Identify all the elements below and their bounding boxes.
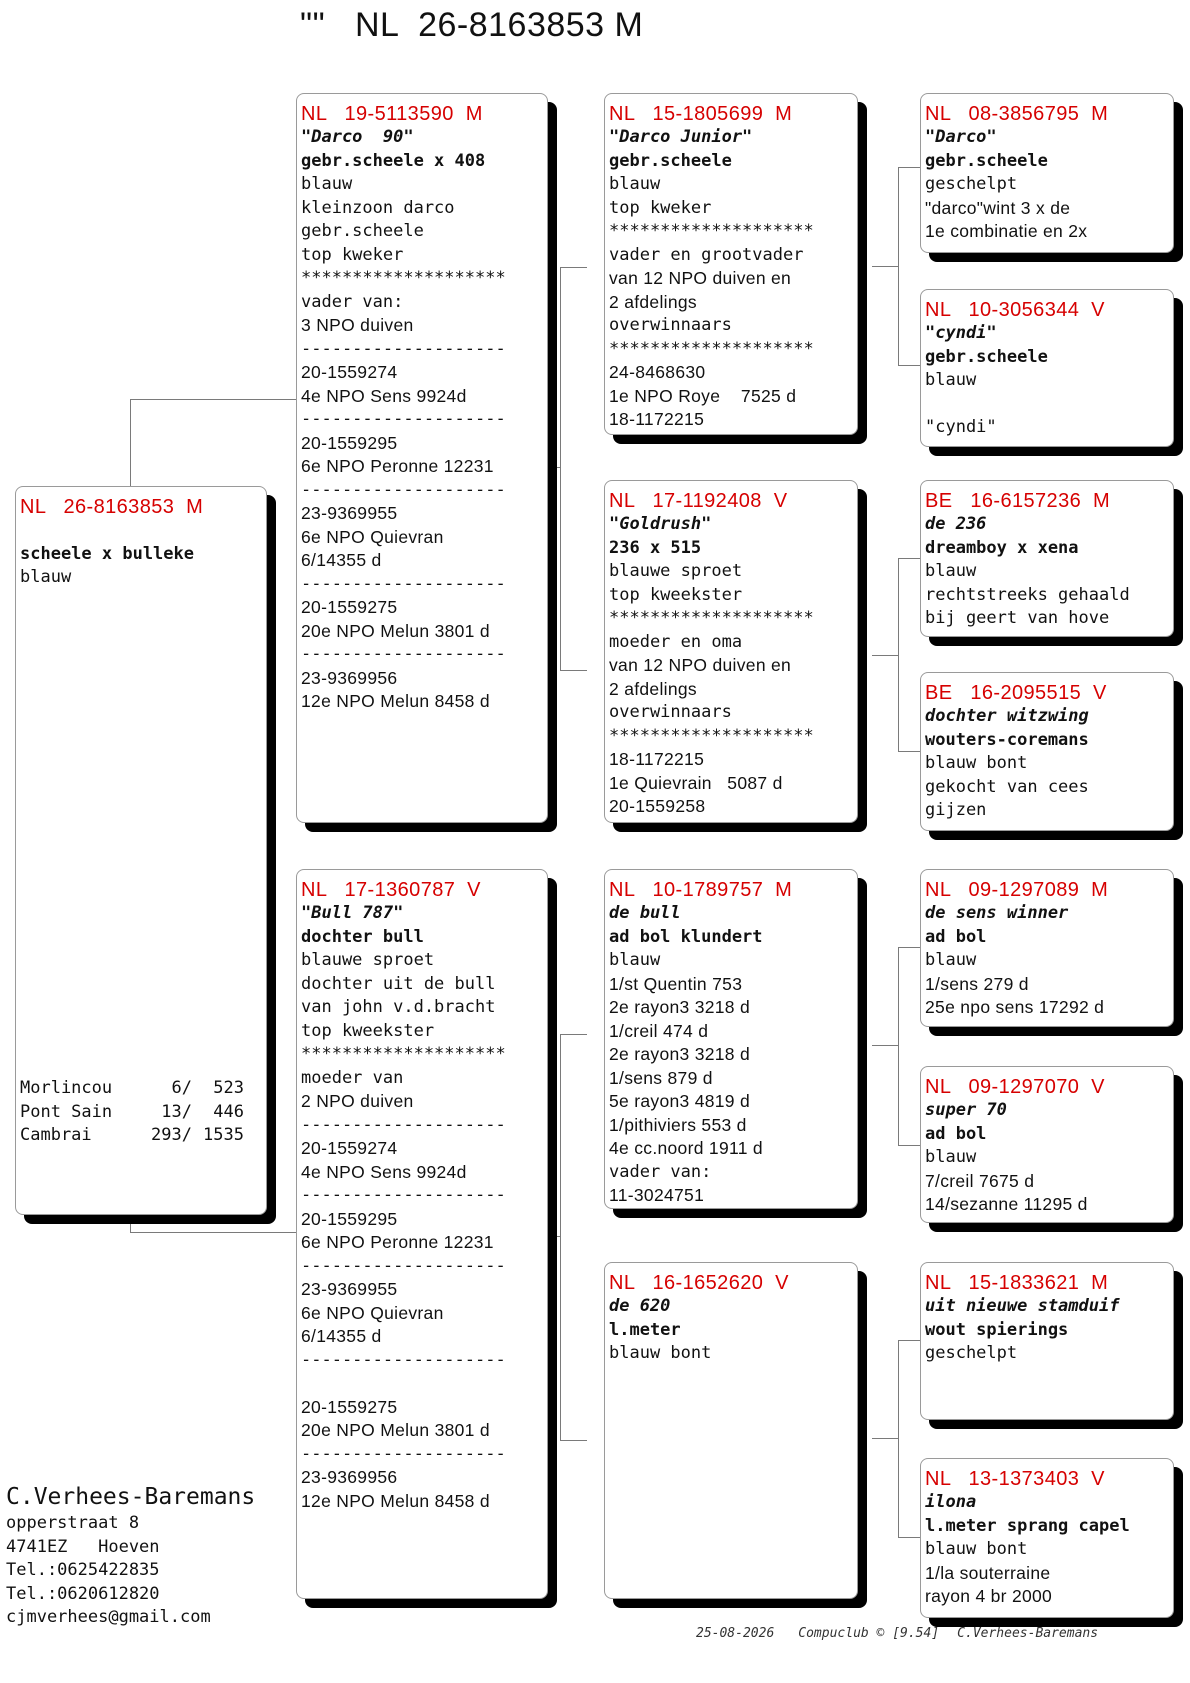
strain: dochter bull bbox=[301, 926, 424, 947]
spacer bbox=[20, 519, 262, 543]
ring-number: NL 10-3056344 V bbox=[925, 299, 1105, 321]
detail-line: 20-1559258 bbox=[609, 796, 706, 816]
detail-line: van john v.d.bracht bbox=[301, 997, 496, 1017]
detail-line: 6e NPO Quievran bbox=[301, 1302, 444, 1323]
details bbox=[609, 560, 853, 819]
ring-number: NL 17-1360787 V bbox=[301, 879, 481, 901]
detail-line: top kweekster bbox=[609, 584, 743, 605]
pigeon-card-mother[interactable] bbox=[296, 869, 548, 1599]
pigeon-name: ilona bbox=[925, 1492, 977, 1512]
details bbox=[609, 949, 853, 1208]
detail-line: 1e Quievrain 5087 d bbox=[609, 772, 783, 793]
detail-line: ******************** bbox=[301, 268, 506, 288]
detail-line: 23-9369955 bbox=[301, 503, 398, 523]
detail-line: 5e rayon3 4819 d bbox=[609, 1091, 751, 1111]
detail-line: van 12 NPO duiven en bbox=[609, 655, 792, 675]
strain: l.meter bbox=[609, 1319, 681, 1340]
ring-number: NL 13-1373403 V bbox=[925, 1468, 1105, 1490]
detail-line: -------------------- bbox=[301, 479, 506, 500]
detail-line: ******************** bbox=[301, 1044, 506, 1064]
details bbox=[301, 173, 543, 714]
detail-line: top kweekster bbox=[301, 1020, 435, 1041]
pigeon-name: "cyndi" bbox=[925, 323, 997, 343]
detail-line: 18-1172215 bbox=[609, 749, 705, 769]
detail-line: top kweker bbox=[301, 244, 404, 265]
ring-number: NL 16-1652620 V bbox=[609, 1272, 789, 1294]
detail-line: -------------------- bbox=[301, 1114, 506, 1135]
detail-line: 20-1559274 bbox=[301, 362, 398, 382]
pigeon-name: "Darco 90" bbox=[301, 127, 414, 147]
details bbox=[609, 1342, 853, 1366]
connector bbox=[560, 1034, 587, 1441]
ring-number: NL 10-1789757 M bbox=[609, 879, 793, 901]
ring-number: NL 17-1192408 V bbox=[609, 490, 788, 512]
detail-line: bij geert van hove bbox=[925, 608, 1110, 628]
detail-line: 18-1172215 bbox=[609, 409, 705, 429]
pigeon-card-mm[interactable] bbox=[604, 1262, 858, 1599]
detail-line: ******************** bbox=[609, 608, 814, 628]
detail-line: 1/st Quentin 753 bbox=[609, 973, 743, 994]
detail-line: -------------------- bbox=[301, 1443, 506, 1464]
detail-line: 23-9369956 bbox=[301, 667, 398, 688]
detail-line: 6e NPO Quievran bbox=[301, 526, 444, 547]
details bbox=[925, 560, 1169, 631]
footer-owner: C.Verhees-Baremans bbox=[957, 1626, 1099, 1641]
pigeon-card-fm[interactable] bbox=[604, 480, 858, 823]
pigeon-card-mfm[interactable] bbox=[920, 1066, 1174, 1223]
detail-line: blauw bbox=[20, 567, 72, 587]
owner-info bbox=[6, 1482, 255, 1630]
detail-line: rechtstreeks gehaald bbox=[925, 584, 1130, 605]
strain: wout spierings bbox=[925, 1319, 1069, 1340]
detail-line: moeder van bbox=[301, 1067, 404, 1088]
ring-number: NL 09-1297070 V bbox=[925, 1076, 1105, 1098]
detail-line: blauw bont bbox=[925, 1539, 1028, 1559]
pigeon-name: de 620 bbox=[609, 1296, 671, 1316]
detail-line: 11-3024751 bbox=[609, 1185, 705, 1205]
pigeon-card-fmm[interactable] bbox=[920, 672, 1174, 831]
strain: gebr.scheele bbox=[925, 150, 1048, 171]
detail-line: 20-1559274 bbox=[301, 1138, 398, 1158]
connector bbox=[130, 399, 299, 488]
connector bbox=[872, 655, 898, 656]
pigeon-name: de sens winner bbox=[925, 903, 1069, 923]
details bbox=[609, 173, 853, 432]
detail-line bbox=[925, 393, 1169, 417]
detail-line: 20-1559275 bbox=[301, 1396, 398, 1417]
detail-line: 12e NPO Melun 8458 d bbox=[301, 1490, 490, 1511]
detail-line: "darco"wint 3 x de bbox=[925, 197, 1071, 218]
detail-line: 2e rayon3 3218 d bbox=[609, 1044, 751, 1064]
detail-line: 23-9369955 bbox=[301, 1279, 398, 1299]
detail-line: 4e NPO Sens 9924d bbox=[301, 385, 467, 406]
pigeon-name: super 70 bbox=[925, 1100, 1007, 1120]
detail-line: geschelpt bbox=[925, 1343, 1018, 1363]
details bbox=[20, 566, 262, 590]
detail-line: vader van: bbox=[301, 291, 404, 312]
details bbox=[925, 1146, 1169, 1217]
detail-line: -------------------- bbox=[301, 1185, 506, 1205]
pigeon-card-subject[interactable] bbox=[15, 486, 267, 1215]
pigeon-card-mmf[interactable] bbox=[920, 1262, 1174, 1420]
pigeon-card-mmm[interactable] bbox=[920, 1458, 1174, 1618]
detail-line: ******************** bbox=[609, 221, 814, 241]
detail-line: 3 NPO duiven bbox=[301, 315, 414, 335]
strain: l.meter sprang capel bbox=[925, 1515, 1130, 1536]
result-row: Morlincou 6/ 523 bbox=[20, 1078, 244, 1098]
pigeon-name: dochter witzwing bbox=[925, 706, 1089, 726]
owner-phone: Tel.:0620612820 bbox=[6, 1583, 160, 1604]
details bbox=[925, 369, 1169, 440]
footer bbox=[696, 1626, 1098, 1641]
pigeon-card-ff[interactable] bbox=[604, 93, 858, 435]
strain: gebr.scheele x 408 bbox=[301, 150, 486, 171]
detail-line: 1e NPO Roye 7525 d bbox=[609, 385, 797, 406]
detail-line: gebr.scheele bbox=[301, 221, 424, 241]
result-row: Cambrai 293/ 1535 bbox=[20, 1125, 244, 1145]
race-results bbox=[20, 1077, 244, 1148]
ring-number: BE 16-6157236 M bbox=[925, 490, 1111, 512]
strain: ad bol bbox=[925, 1123, 987, 1144]
detail-line: 6e NPO Peronne 12231 bbox=[301, 456, 494, 476]
detail-line: vader van: bbox=[609, 1161, 712, 1182]
page-title: "" NL 26-8163853 M bbox=[300, 6, 644, 44]
detail-line: 1/creil 474 d bbox=[609, 1020, 709, 1041]
pigeon-name: "Darco" bbox=[925, 127, 997, 147]
detail-line: blauw bbox=[925, 561, 977, 581]
detail-line: 1/pithiviers 553 d bbox=[609, 1114, 747, 1135]
pigeon-card-mff[interactable] bbox=[920, 869, 1174, 1027]
detail-line: 20e NPO Melun 3801 d bbox=[301, 620, 490, 641]
strain: gebr.scheele bbox=[609, 150, 732, 171]
detail-line: overwinnaars bbox=[609, 702, 732, 722]
footer-program: Compuclub © [9.54] bbox=[798, 1626, 940, 1641]
owner-phone: Tel.:0625422835 bbox=[6, 1560, 160, 1580]
pigeon-card-fff[interactable] bbox=[920, 93, 1174, 253]
detail-line bbox=[301, 1372, 543, 1396]
ring-number: NL 15-1805699 M bbox=[609, 103, 793, 125]
pigeon-card-mf[interactable] bbox=[604, 869, 858, 1209]
detail-line: blauw bbox=[925, 950, 977, 970]
result-row: Pont Sain 13/ 446 bbox=[20, 1101, 244, 1122]
detail-line: van 12 NPO duiven en bbox=[609, 268, 792, 288]
owner-name: C.Verhees-Baremans bbox=[6, 1484, 256, 1510]
detail-line: 2e rayon3 3218 d bbox=[609, 997, 751, 1017]
strain: ad bol klundert bbox=[609, 926, 763, 947]
detail-line: moeder en oma bbox=[609, 631, 743, 652]
detail-line: blauw bbox=[609, 174, 661, 194]
detail-line: overwinnaars bbox=[609, 315, 732, 335]
pigeon-name: "Bull 787" bbox=[301, 903, 404, 923]
detail-line: 23-9369956 bbox=[301, 1467, 398, 1487]
ring-number: NL 08-3856795 M bbox=[925, 103, 1109, 125]
detail-line: -------------------- bbox=[301, 573, 506, 594]
details bbox=[925, 1538, 1169, 1609]
pigeon-name: uit nieuwe stamduif bbox=[925, 1296, 1120, 1316]
pigeon-name: "Darco Junior" bbox=[609, 127, 753, 147]
detail-line: 7/creil 7675 d bbox=[925, 1170, 1035, 1191]
connector bbox=[872, 266, 898, 267]
detail-line: gekocht van cees bbox=[925, 776, 1089, 797]
ring-number: NL 19-5113590 M bbox=[301, 103, 483, 125]
detail-line: ******************** bbox=[609, 338, 814, 359]
connector bbox=[872, 1438, 898, 1439]
connector bbox=[560, 267, 587, 671]
ring-number: NL 15-1833621 M bbox=[925, 1272, 1109, 1294]
detail-line: 6/14355 d bbox=[301, 1326, 382, 1346]
detail-line: "cyndi" bbox=[925, 417, 997, 437]
ring-number: NL 09-1297089 M bbox=[925, 879, 1109, 901]
detail-line: 14/sezanne 11295 d bbox=[925, 1194, 1088, 1214]
detail-line: 1e combinatie en 2x bbox=[925, 221, 1088, 241]
detail-line: ******************** bbox=[609, 725, 814, 746]
detail-line: blauw bont bbox=[609, 1343, 712, 1363]
owner-postcode: 4741EZ Hoeven bbox=[6, 1536, 160, 1557]
detail-line: 1/sens 279 d bbox=[925, 973, 1029, 994]
detail-line: gijzen bbox=[925, 800, 987, 820]
detail-line: 6e NPO Peronne 12231 bbox=[301, 1232, 494, 1252]
owner-email[interactable]: cjmverhees@gmail.com bbox=[6, 1607, 211, 1627]
detail-line: 2 afdelings bbox=[609, 678, 697, 699]
detail-line: rayon 4 br 2000 bbox=[925, 1586, 1053, 1606]
detail-line: kleinzoon darco bbox=[301, 197, 455, 218]
strain: gebr.scheele bbox=[925, 346, 1048, 367]
ring-number: BE 16-2095515 V bbox=[925, 682, 1107, 704]
detail-line: -------------------- bbox=[301, 1255, 506, 1276]
details bbox=[925, 173, 1169, 244]
detail-line: blauw bont bbox=[925, 753, 1028, 773]
owner-address: opperstraat 8 bbox=[6, 1513, 140, 1533]
detail-line: top kweker bbox=[609, 197, 712, 218]
details bbox=[925, 752, 1169, 823]
detail-line: 20-1559295 bbox=[301, 1208, 398, 1229]
detail-line: 24-8468630 bbox=[609, 362, 706, 382]
detail-line: 1/la souterraine bbox=[925, 1562, 1051, 1583]
detail-line: -------------------- bbox=[301, 1349, 506, 1370]
pigeon-name: de bull bbox=[609, 903, 681, 923]
detail-line: 25e npo sens 17292 d bbox=[925, 997, 1105, 1017]
connector bbox=[872, 1045, 898, 1046]
detail-line: 2 afdelings bbox=[609, 291, 697, 312]
detail-line: 1/sens 879 d bbox=[609, 1067, 713, 1088]
detail-line: 20-1559275 bbox=[301, 597, 398, 617]
strain: ad bol bbox=[925, 926, 987, 947]
strain: scheele x bulleke bbox=[20, 543, 194, 564]
pigeon-card-father[interactable] bbox=[296, 93, 548, 823]
pigeon-name: "Goldrush" bbox=[609, 514, 712, 534]
detail-line: -------------------- bbox=[301, 644, 506, 664]
pigeon-card-ffm[interactable] bbox=[920, 289, 1174, 447]
detail-line: 4e NPO Sens 9924d bbox=[301, 1161, 467, 1182]
detail-line: 6/14355 d bbox=[301, 550, 382, 570]
detail-line: 12e NPO Melun 8458 d bbox=[301, 691, 490, 711]
details bbox=[925, 949, 1169, 1020]
detail-line: geschelpt bbox=[925, 174, 1018, 194]
detail-line: vader en grootvader bbox=[609, 244, 804, 265]
strain: wouters-coremans bbox=[925, 729, 1089, 750]
detail-line: dochter uit de bull bbox=[301, 973, 496, 994]
pigeon-name: de 236 bbox=[925, 514, 987, 534]
detail-line: blauw bbox=[301, 174, 353, 194]
detail-line: blauw bbox=[925, 370, 977, 390]
details bbox=[925, 1342, 1169, 1366]
detail-line: blauwe sproet bbox=[609, 561, 743, 581]
pigeon-card-fmf[interactable] bbox=[920, 480, 1174, 637]
strain: 236 x 515 bbox=[609, 537, 702, 558]
detail-line: -------------------- bbox=[301, 409, 506, 429]
footer-date: 25-08-2026 bbox=[696, 1626, 775, 1641]
strain: dreamboy x xena bbox=[925, 537, 1079, 558]
detail-line: blauw bbox=[609, 950, 661, 970]
detail-line: -------------------- bbox=[301, 338, 506, 359]
detail-line: 2 NPO duiven bbox=[301, 1091, 414, 1111]
detail-line: blauwe sproet bbox=[301, 950, 435, 970]
detail-line: 4e cc.noord 1911 d bbox=[609, 1138, 763, 1158]
detail-line: 20e NPO Melun 3801 d bbox=[301, 1420, 490, 1440]
detail-line: 20-1559295 bbox=[301, 432, 398, 453]
detail-line: blauw bbox=[925, 1147, 977, 1167]
details bbox=[301, 949, 543, 1513]
ring-number: NL 26-8163853 M bbox=[20, 496, 204, 518]
